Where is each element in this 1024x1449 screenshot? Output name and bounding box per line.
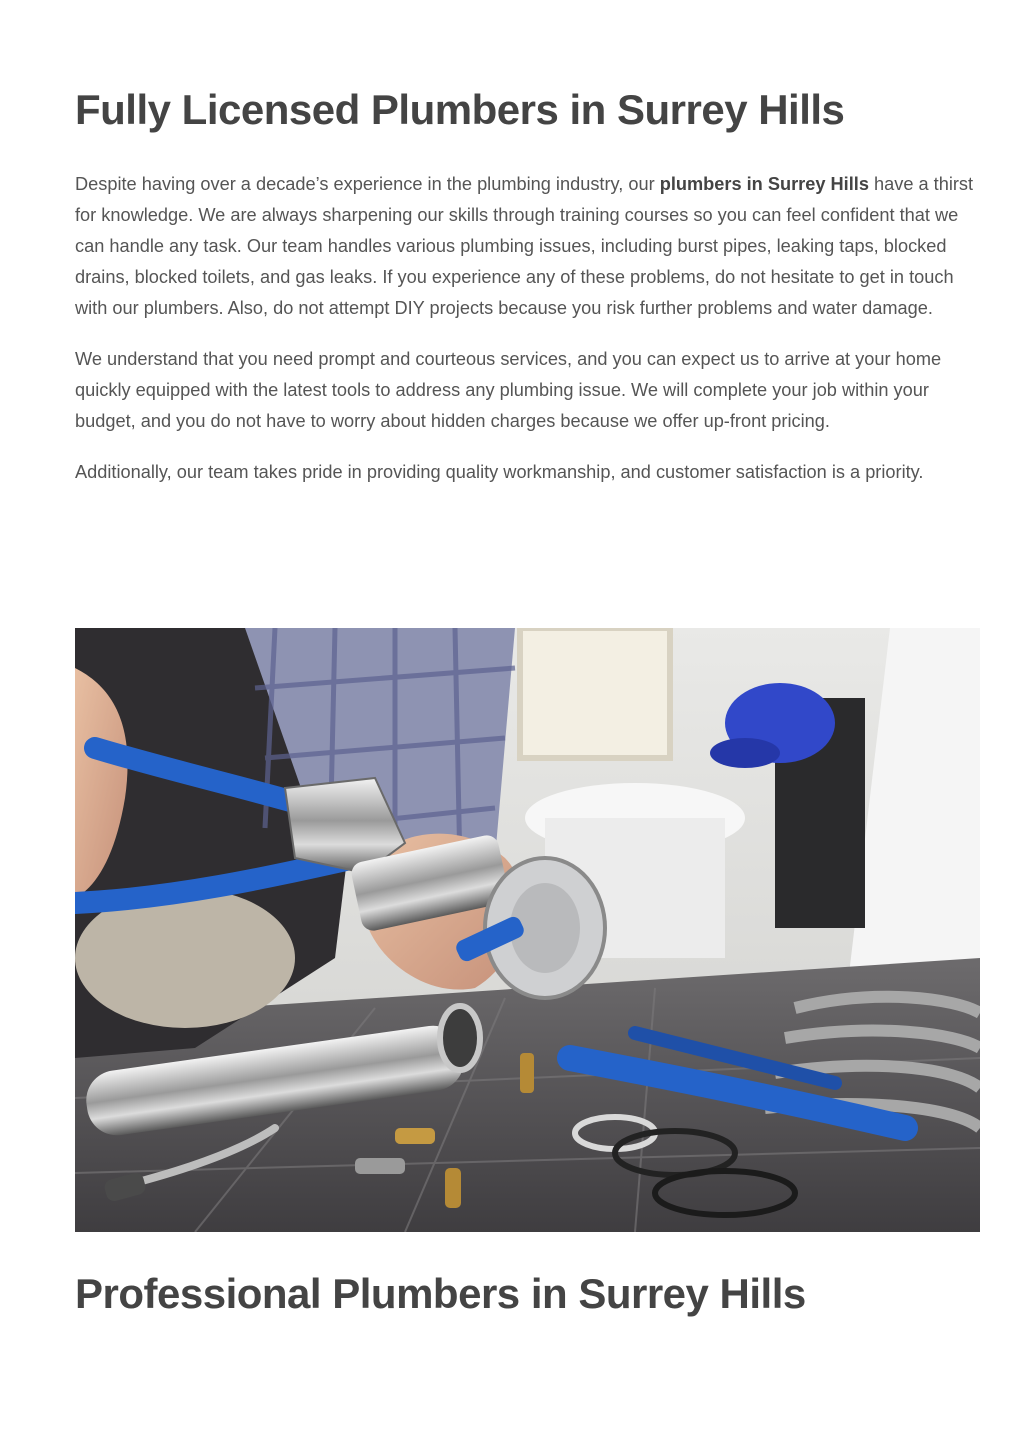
section-title-professional-plumbers: Professional Plumbers in Surrey Hills [75, 1270, 806, 1317]
section-body [75, 169, 985, 508]
paragraph-prompt-service: We understand that you need prompt and courteous services, and you can expect us to arrive at your home quickly equipped with the latest tools to address any plumbing issue. We will complete your job within your budget, and you do not have to worry about hidden charges because we offer up-front pricing. [75, 349, 942, 431]
paragraph-experience-rest: have a thirst for knowledge. We are always sharpening our skills through training courses so you can feel confident that we can handle any task. Our team handles various plumbing issues, including burst pipes, leaking taps, blocked drains, blocked toilets, and gas leaks. If you experience any of these problems, do not hesitate to get in touch with our plumbers. Also, do not attempt DIY projects because you risk further problems and water damage. [75, 174, 974, 318]
keyword-plumbers-surrey-hills: plumbers in Surrey Hills [659, 174, 869, 194]
paragraph-experience-lead: Despite having over a decade’s experience in the plumbing industry, our [75, 174, 660, 194]
plumber-tools-photo [75, 628, 980, 1232]
plumber-photo-illustration [75, 628, 980, 1232]
paragraph-quality: Additionally, our team takes pride in providing quality workmanship, and customer satisfaction is a priority. [75, 462, 924, 482]
section-title-licensed-plumbers: Fully Licensed Plumbers in Surrey Hills [75, 86, 845, 133]
paragraph-experience [75, 169, 985, 324]
